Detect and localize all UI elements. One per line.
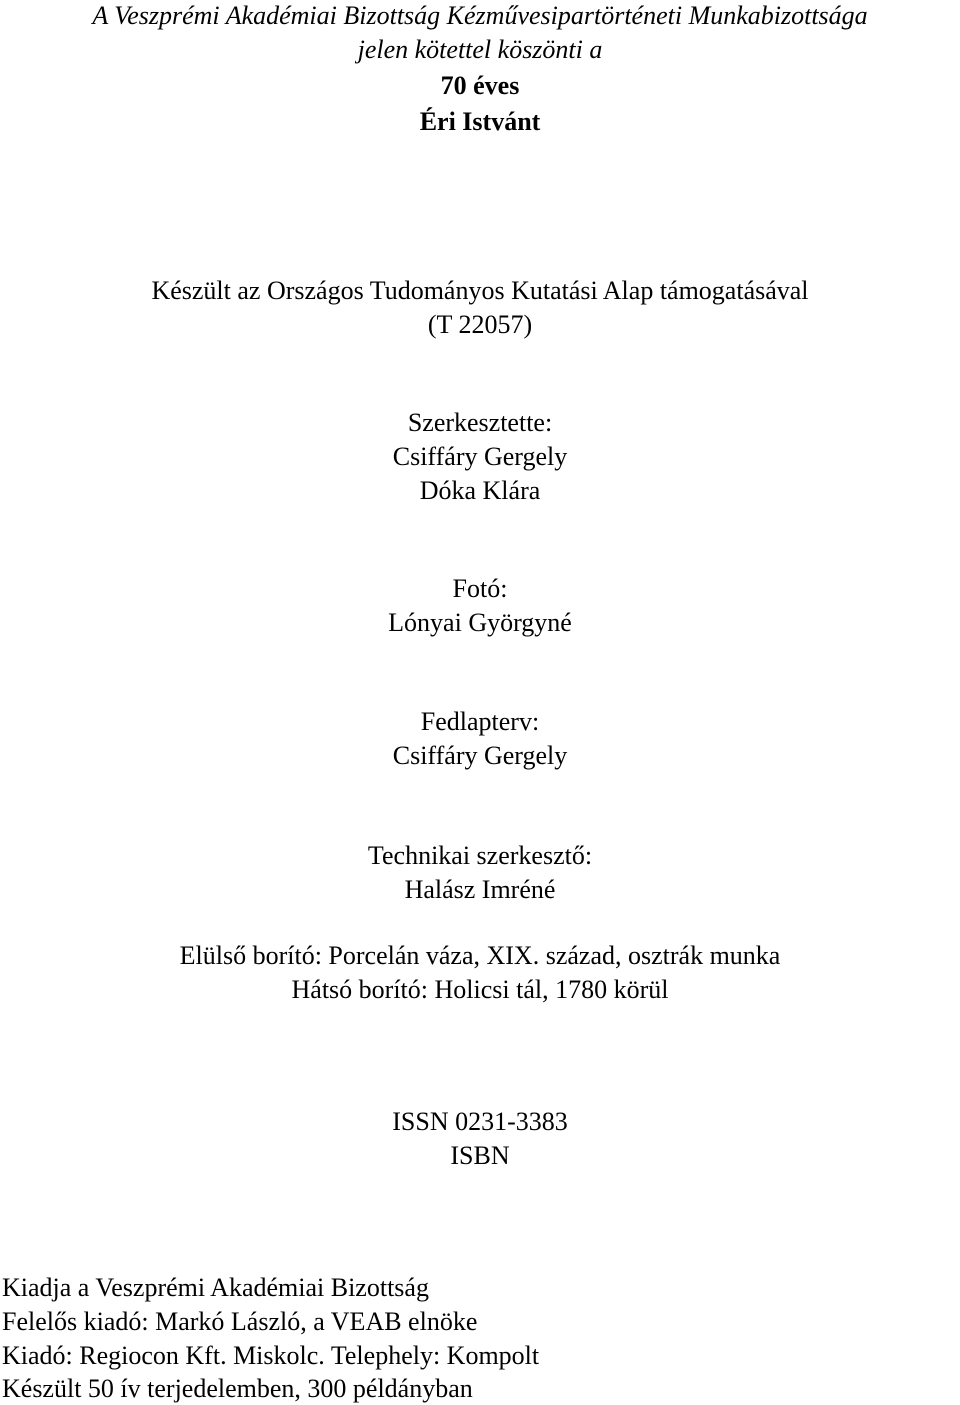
cover-design-label: Fedlapterv: bbox=[420, 707, 540, 736]
editor-name-1: Csiffáry Gergely bbox=[392, 442, 568, 471]
technical-editor-label: Technikai szerkesztő: bbox=[367, 841, 593, 870]
dedication-honoree: Éri Istvánt bbox=[419, 107, 541, 136]
imprint-responsible: Felelős kiadó: Markó László, a VEAB elnöke bbox=[2, 1307, 478, 1336]
imprint-printer: Kiadó: Regiocon Kft. Miskolc. Telephely: Kompolt bbox=[2, 1341, 540, 1370]
isbn: ISBN bbox=[450, 1141, 510, 1170]
photo-label: Fotó: bbox=[452, 574, 508, 603]
funding-line: Készült az Országos Tudományos Kutatási Alap támogatásával bbox=[151, 276, 809, 305]
imprint-print-run: Készült 50 ív terjedelemben, 300 példányban bbox=[2, 1374, 473, 1403]
front-cover-caption: Elülső borító: Porcelán váza, XIX. század, osztrák munka bbox=[179, 941, 781, 970]
dedication-line-1: A Veszprémi Akadémiai Bizottság Kézművesipartörténeti Munkabizottsága bbox=[92, 1, 868, 30]
editors-label: Szerkesztette: bbox=[407, 408, 553, 437]
dedication-age: 70 éves bbox=[440, 71, 520, 100]
cover-design-name: Csiffáry Gergely bbox=[392, 741, 568, 770]
back-cover-caption: Hátsó borító: Holicsi tál, 1780 körül bbox=[291, 975, 669, 1004]
technical-editor-name: Halász Imréné bbox=[404, 875, 556, 904]
funding-grant: (T 22057) bbox=[427, 310, 533, 339]
dedication-line-2: jelen kötettel köszönti a bbox=[357, 35, 603, 64]
imprint-publisher: Kiadja a Veszprémi Akadémiai Bizottság bbox=[2, 1273, 429, 1302]
editor-name-2: Dóka Klára bbox=[419, 476, 541, 505]
photo-name: Lónyai Györgyné bbox=[388, 608, 572, 637]
issn: ISSN 0231-3383 bbox=[392, 1107, 568, 1136]
